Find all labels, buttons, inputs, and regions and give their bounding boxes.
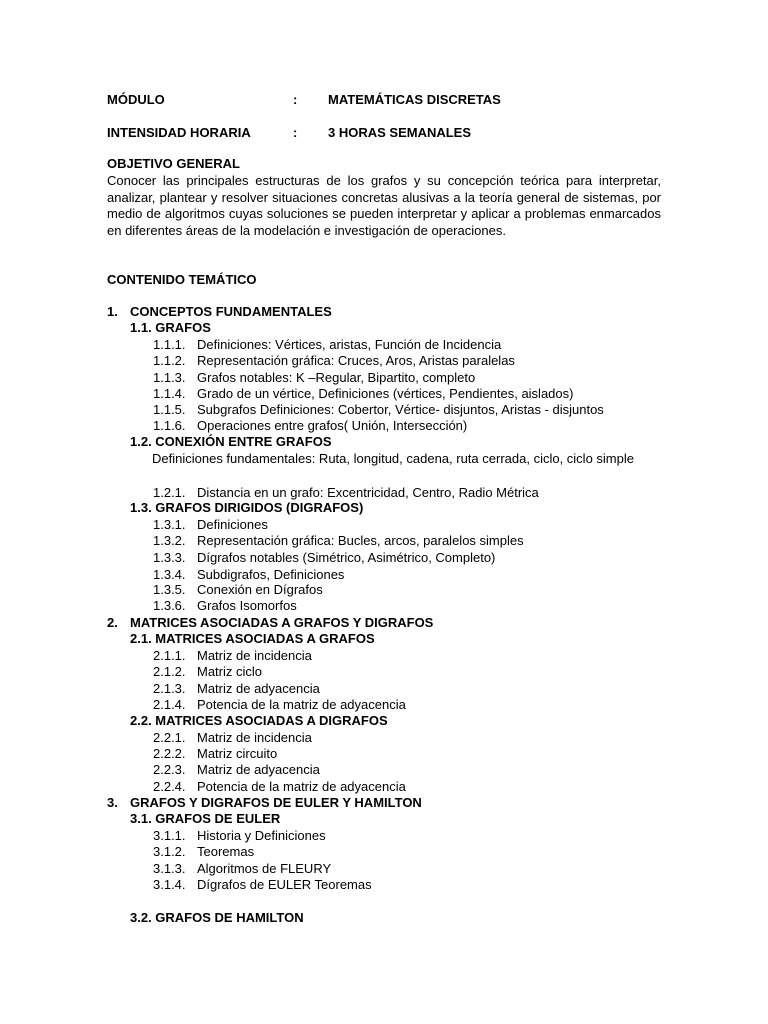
section-3-number: 3. <box>107 795 118 810</box>
item-number: 2.1.1. <box>153 648 186 663</box>
item-text: Definiciones <box>197 517 268 532</box>
item-number: 1.3.6. <box>153 598 186 613</box>
item-text: Dígrafos de EULER Teoremas <box>197 877 372 892</box>
item-text: Subdigrafos, Definiciones <box>197 567 345 582</box>
item-number: 1.3.1. <box>153 517 186 532</box>
definitions-paragraph: Definiciones fundamentales: Ruta, longitud, cadena, ruta cerrada, ciclo, ciclo simple <box>152 451 634 466</box>
section-2-number: 2. <box>107 615 118 630</box>
item-number: 2.1.3. <box>153 681 186 696</box>
item-text: Dígrafos notables (Simétrico, Asimétrico, Completo) <box>197 550 496 565</box>
item-number: 1.1.1. <box>153 337 186 352</box>
subsection-2-2: 2.2. MATRICES ASOCIADAS A DIGRAFOS <box>130 713 388 728</box>
section-2-title: MATRICES ASOCIADAS A GRAFOS Y DIGRAFOS <box>130 615 434 630</box>
section-1-title: CONCEPTOS FUNDAMENTALES <box>130 304 332 319</box>
item-text: Historia y Definiciones <box>197 828 326 843</box>
item-text: Matriz de incidencia <box>197 648 312 663</box>
item-number: 3.1.2. <box>153 844 186 859</box>
item-number: 1.1.2. <box>153 353 186 368</box>
objective-text: Conocer las principales estructuras de los grafos y su concepción teórica para interpretar, analizar, plantear y resolver situaciones concretas alusivas a la teoría general de sistemas, por medio de algoritmos cuyas soluciones se pueden interpretar y aplicar a problemas enmarcados en diferentes áreas de la modelación e investigación de operaciones. <box>107 173 661 238</box>
item-text: Grado de un vértice, Definiciones (vértices, Pendientes, aislados) <box>197 386 574 401</box>
item-number: 1.3.4. <box>153 567 186 582</box>
item-number: 2.1.2. <box>153 664 186 679</box>
item-text: Subgrafos Definiciones: Cobertor, Vértice- disjuntos, Aristas - disjuntos <box>197 402 604 417</box>
item-text: Representación gráfica: Bucles, arcos, paralelos simples <box>197 533 524 548</box>
subsection-2-1: 2.1. MATRICES ASOCIADAS A GRAFOS <box>130 631 375 646</box>
item-number: 1.1.5. <box>153 402 186 417</box>
hours-label: INTENSIDAD HORARIA <box>107 125 251 140</box>
item-text: Grafos Isomorfos <box>197 598 297 613</box>
item-text: Potencia de la matriz de adyacencia <box>197 697 406 712</box>
item-text: Representación gráfica: Cruces, Aros, Aristas paralelas <box>197 353 515 368</box>
item-number: 3.1.4. <box>153 877 186 892</box>
item-text: Matriz de incidencia <box>197 730 312 745</box>
item-text: Matriz de adyacencia <box>197 762 320 777</box>
item-text: Operaciones entre grafos( Unión, Intersección) <box>197 418 468 433</box>
hours-colon: : <box>293 125 298 140</box>
item-number: 1.1.4. <box>153 386 186 401</box>
module-colon: : <box>293 92 298 107</box>
item-number: 2.2.1. <box>153 730 186 745</box>
item-text: Teoremas <box>197 844 255 859</box>
objective-title: OBJETIVO GENERAL <box>107 156 240 171</box>
subsection-3-1: 3.1. GRAFOS DE EULER <box>130 811 281 826</box>
item-number: 2.2.2. <box>153 746 186 761</box>
hours-value: 3 HORAS SEMANALES <box>328 125 472 140</box>
item-text: Potencia de la matriz de adyacencia <box>197 779 406 794</box>
item-number: 1.1.3. <box>153 370 186 385</box>
subsection-1-3: 1.3. GRAFOS DIRIGIDOS (DIGRAFOS) <box>130 500 364 515</box>
item-number: 2.2.3. <box>153 762 186 777</box>
item-text: Grafos notables: K –Regular, Bipartito, completo <box>197 370 476 385</box>
item-number: 1.3.2. <box>153 533 186 548</box>
item-number: 2.1.4. <box>153 697 186 712</box>
module-label: MÓDULO <box>107 92 165 107</box>
item-number: 3.1.1. <box>153 828 186 843</box>
item-text: Matriz de adyacencia <box>197 681 320 696</box>
item-text: Algoritmos de FLEURY <box>197 861 332 876</box>
section-3-title: GRAFOS Y DIGRAFOS DE EULER Y HAMILTON <box>130 795 422 810</box>
module-value: MATEMÁTICAS DISCRETAS <box>328 92 501 107</box>
item-text: Conexión en Dígrafos <box>197 582 323 597</box>
item-text: Definiciones: Vértices, aristas, Función de Incidencia <box>197 337 502 352</box>
item-number: 1.2.1. <box>153 485 186 500</box>
subsection-1-1: 1.1. GRAFOS <box>130 320 211 335</box>
subsection-1-2: 1.2. CONEXIÓN ENTRE GRAFOS <box>130 434 332 449</box>
item-text: Distancia en un grafo: Excentricidad, Centro, Radio Métrica <box>197 485 539 500</box>
item-number: 1.3.5. <box>153 582 186 597</box>
section-1-number: 1. <box>107 304 118 319</box>
item-text: Matriz ciclo <box>197 664 263 679</box>
item-number: 1.1.6. <box>153 418 186 433</box>
item-number: 3.1.3. <box>153 861 186 876</box>
item-number: 1.3.3. <box>153 550 186 565</box>
item-number: 2.2.4. <box>153 779 186 794</box>
subsection-3-2: 3.2. GRAFOS DE HAMILTON <box>130 910 304 925</box>
item-text: Matriz circuito <box>197 746 278 761</box>
content-title: CONTENIDO TEMÁTICO <box>107 272 257 287</box>
